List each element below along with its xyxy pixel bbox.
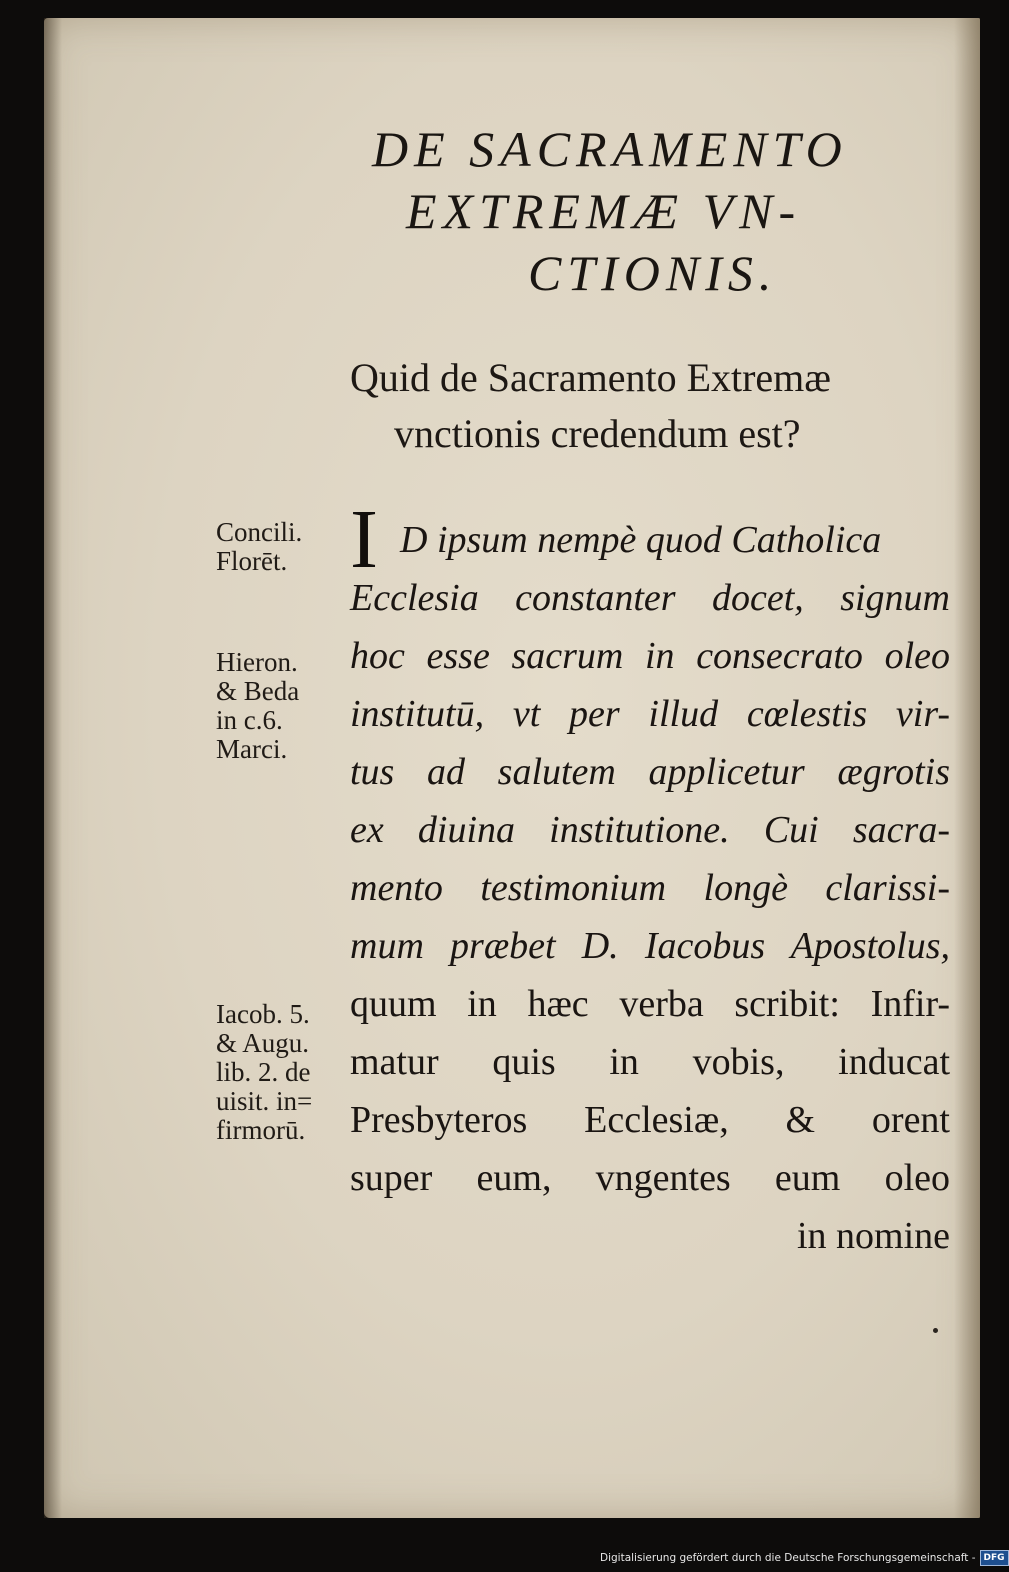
margin-note-council-florence [216,518,302,576]
credit-text: Digitalisierung gefördert durch die Deutsche Forschungsgemeinschaft - [600,1552,976,1564]
ink-speck [933,1328,938,1333]
body-line-11: Presbyteros Ecclesiæ, & orent [350,1099,950,1141]
body-line-8: mum præbet D. Iacobus Apostolus, [350,925,950,967]
body-line-5: tus ad salutem applicetur ægrotis [350,751,950,793]
margin-note-line: lib. 2. de [216,1057,311,1087]
margin-note-line: Iacob. 5. [216,999,310,1029]
digitization-credit [600,1549,1009,1567]
question-line-2: vnctionis credendum est? [394,411,801,456]
body-line-12: super eum, vngentes eum oleo [350,1157,950,1199]
catchword: in nomine [796,1215,950,1257]
margin-note-line: firmorū. [216,1115,306,1145]
margin-note-line: Hieron. [216,647,298,677]
body-line-4: institutū, vt per illud cœlestis vir- [350,693,950,735]
margin-note-line: Marci. [216,734,288,764]
margin-note-iacob-augustine [216,1000,312,1145]
question-line-1: Quid de Sacramento Extremæ [350,355,831,400]
margin-note-line: & Augu. [216,1028,310,1058]
drop-cap-initial: I [350,493,378,586]
title-line-2: EXTREMÆ VN- [406,183,802,239]
page-right-edge [954,18,980,1518]
page-left-edge-shadow [44,18,62,1518]
margin-note-hieronymus-beda [216,648,299,764]
body-line-10: matur quis in vobis, inducat [350,1041,950,1083]
body-line-7: mento testimonium longè clarissi- [350,867,950,909]
margin-note-line: Florēt. [216,546,288,576]
book-page [44,18,980,1518]
body-line-3: hoc esse sacrum in consecrato oleo [350,635,950,677]
dfg-logo-icon: DFG [980,1550,1009,1566]
title-line-3: CTIONIS. [528,245,778,301]
margin-note-line: & Beda [216,676,300,706]
body-line-9: quum in hæc verba scribit: Infir- [350,983,950,1025]
body-line-6: ex diuina institutione. Cui sacra- [350,809,950,851]
margin-note-line: uisit. in= [216,1086,313,1116]
body-line-1: D ipsum nempè quod Catholica [400,519,882,561]
margin-note-line: Concili. [216,517,303,547]
body-line-2: Ecclesia constanter docet, signum [350,577,950,619]
margin-note-line: in c.6. [216,705,283,735]
title-line-1: DE SACRAMENTO [372,121,848,177]
